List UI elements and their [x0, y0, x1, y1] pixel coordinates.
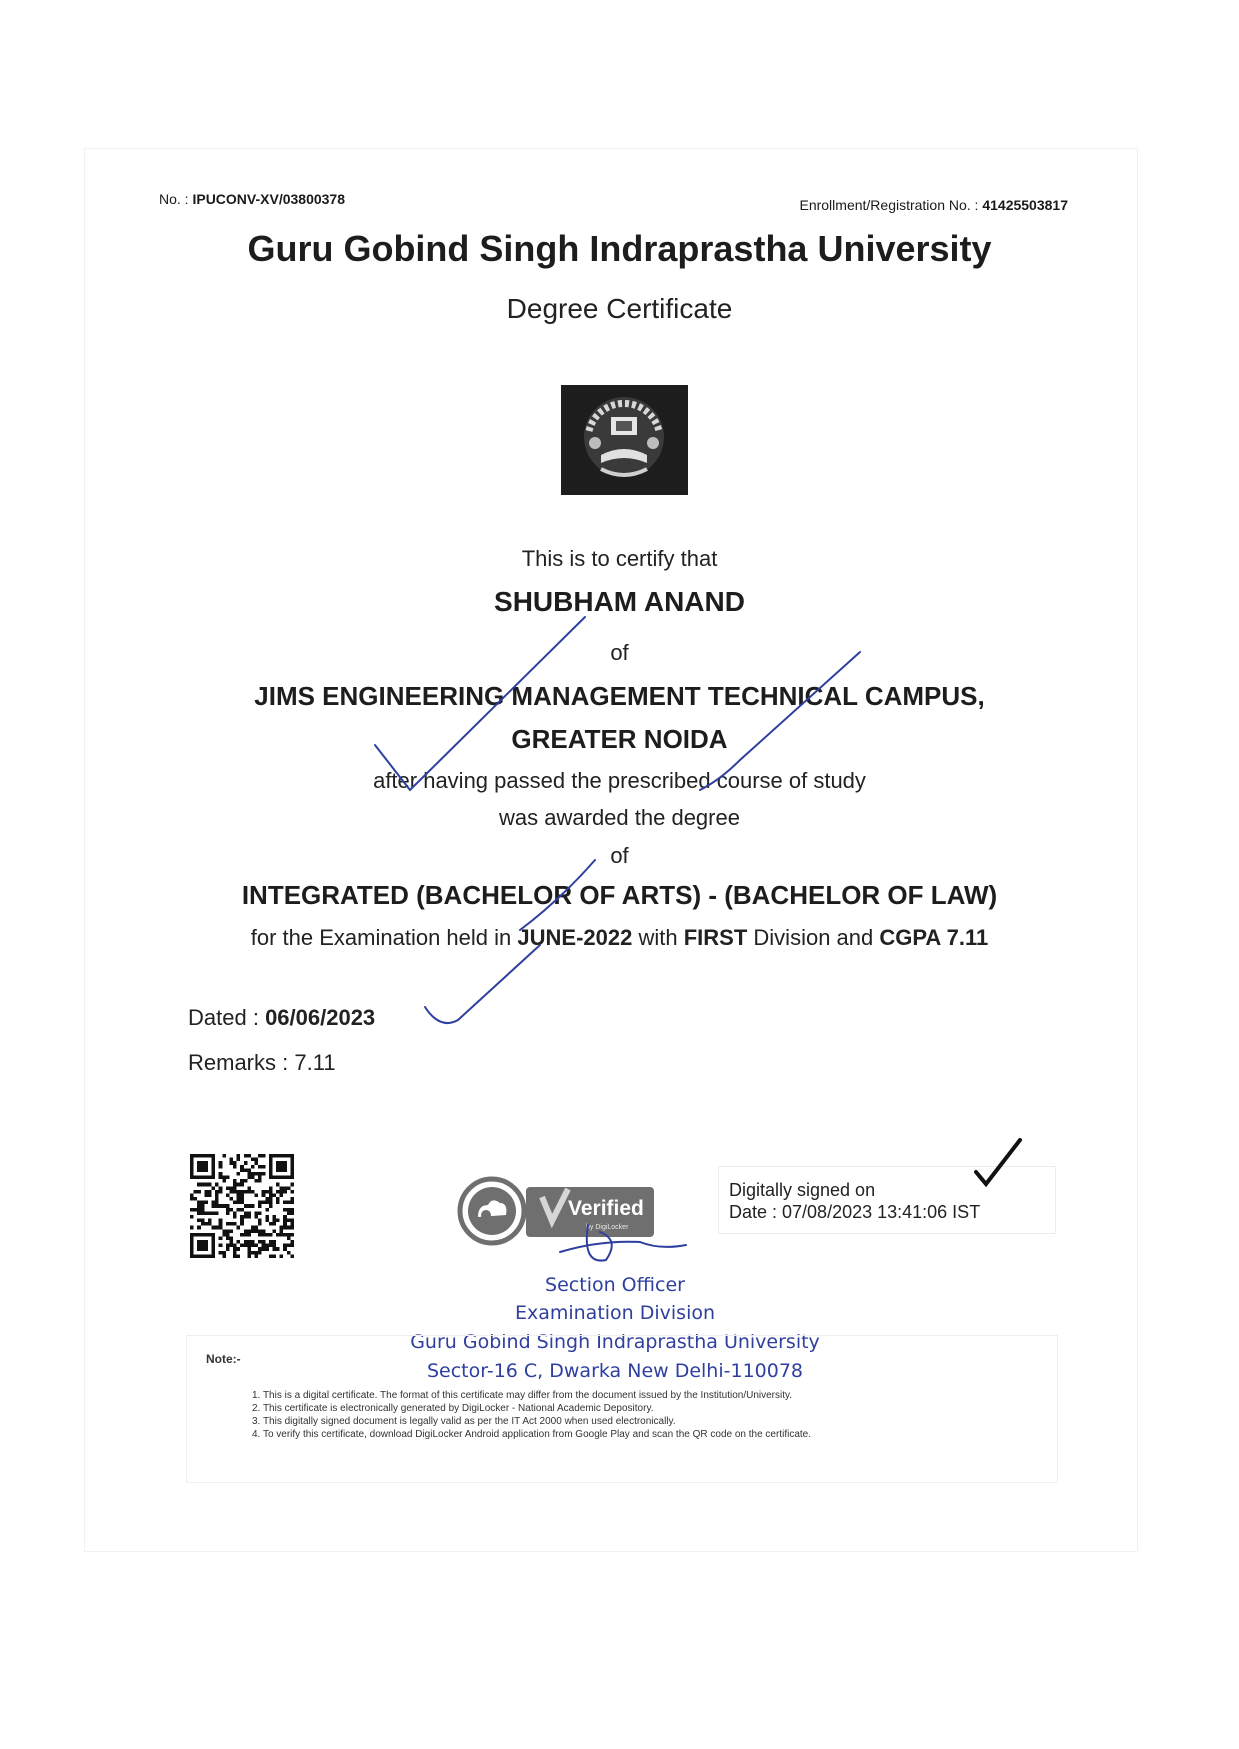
university-emblem-icon [561, 385, 688, 495]
exam-division: FIRST [683, 925, 748, 950]
of-text-1: of [610, 640, 629, 665]
of-text-2: of [610, 843, 629, 868]
note-item: 2. This certificate is electronically generated by DigiLocker - National Academic Depository. [252, 1403, 654, 1414]
enrollment-value: 41425503817 [982, 197, 1068, 213]
degree-name: INTEGRATED (BACHELOR OF ARTS) - (BACHELOR OF LAW) [241, 880, 998, 910]
verified-badge-subtext: by DigiLocker [586, 1224, 629, 1231]
enrollment-number [799, 197, 1068, 213]
student-name: SHUBHAM ANAND [494, 586, 745, 617]
remarks-label: Remarks : [188, 1050, 289, 1075]
signature-date: Date : 07/08/2023 13:41:06 IST [729, 1202, 981, 1222]
exam-cgpa: CGPA 7.11 [879, 925, 989, 950]
dated-field [188, 1005, 375, 1031]
exam-month-year: JUNE-2022 [517, 925, 633, 950]
certificate-number-value: IPUCONV-XV/03800378 [192, 191, 345, 207]
passed-text: after having passed the prescribed course of study [373, 768, 866, 793]
examination-division: Examination Division [514, 1302, 716, 1324]
dated-label: Dated : [188, 1005, 259, 1030]
institute-name-line1: JIMS ENGINEERING MANAGEMENT TECHNICAL CAMPUS, [254, 681, 985, 711]
qr-code-icon [190, 1152, 294, 1260]
note-item: 1. This is a digital certificate. The format of this certificate may differ from the document issued by the Institution/University. [252, 1390, 793, 1401]
certificate-number-label: No. : [159, 191, 189, 207]
note-label: Note:- [206, 1352, 241, 1366]
stamp-address: Sector-16 C, Dwarka New Delhi-110078 [426, 1360, 804, 1382]
examination-line [0, 925, 1239, 951]
certificate-number [159, 191, 345, 207]
enrollment-label: Enrollment/Registration No. : [799, 197, 979, 213]
dated-value: 06/06/2023 [265, 1005, 376, 1030]
digital-signature-box [718, 1166, 1056, 1234]
awarded-text: was awarded the degree [499, 805, 740, 830]
institute-name-line2: GREATER NOIDA [511, 724, 728, 754]
note-list [252, 1389, 811, 1441]
note-item: 3. This digitally signed document is legally valid as per the IT Act 2000 when used electronically. [252, 1416, 676, 1427]
exam-prefix: for the Examination held in [250, 925, 512, 950]
remarks-value: 7.11 [294, 1050, 336, 1075]
university-name: Guru Gobind Singh Indraprastha University [247, 228, 992, 269]
exam-division-suffix: Division and [753, 925, 874, 950]
certify-text: This is to certify that [521, 546, 718, 571]
digilocker-verified-icon [456, 1175, 658, 1247]
document-title: Degree Certificate [506, 293, 733, 324]
section-officer-title: Section Officer [545, 1274, 685, 1296]
signature-line1: Digitally signed on [729, 1180, 876, 1200]
note-item: 4. To verify this certificate, download DigiLocker Android application from Google Play and scan the QR code on the certificate. [252, 1429, 812, 1440]
verified-badge-text: Verified [568, 1197, 644, 1220]
exam-with: with [638, 925, 678, 950]
remarks-field [188, 1050, 336, 1076]
stamp-university-name: Guru Gobind Singh Indraprastha University [410, 1331, 820, 1353]
